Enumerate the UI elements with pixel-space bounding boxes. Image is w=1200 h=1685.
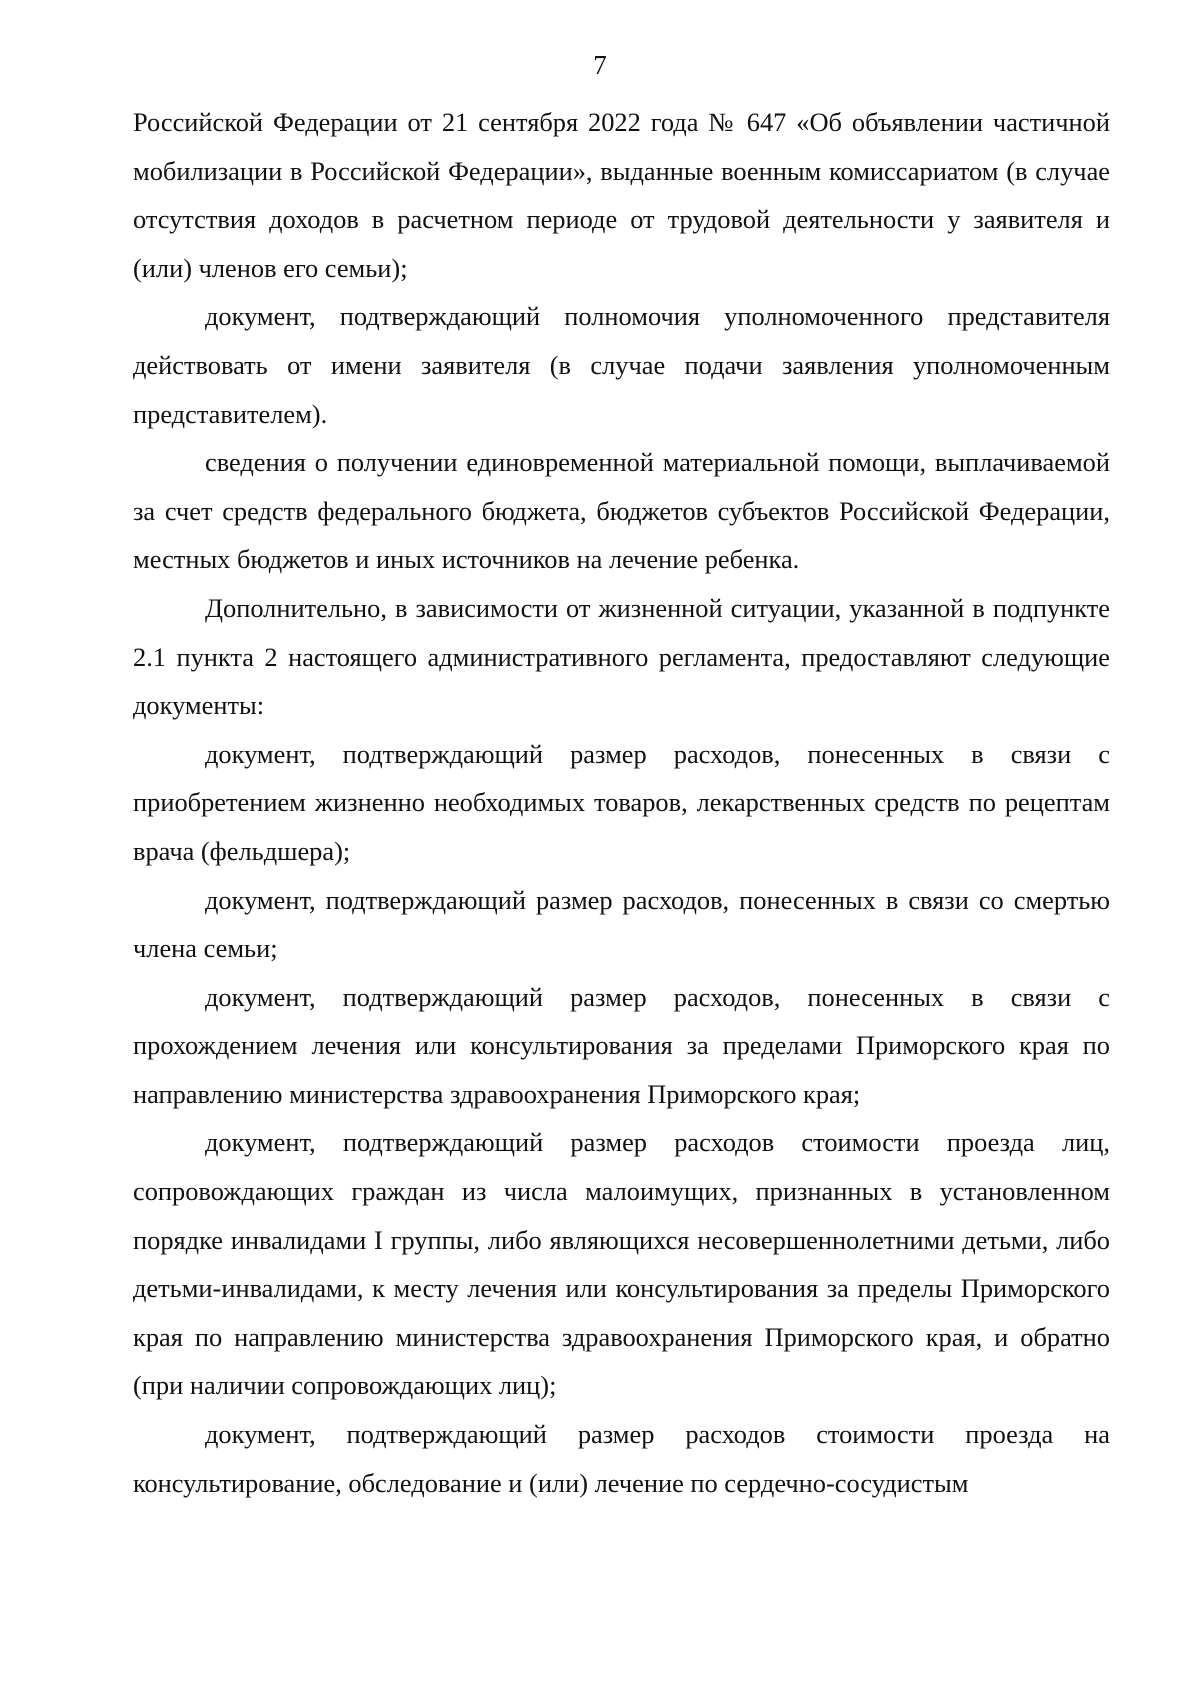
paragraph-treatment-expenses: документ, подтверждающий размер расходов, понесенных в связи с прохождением лечения или консультирования за пределами Приморского края по направлению министерства здравоохранения Приморского края; xyxy=(133,981,1110,1109)
page-number: 7 xyxy=(593,50,607,80)
paragraph-escort-travel-expenses: документ, подтверждающий размер расходов стоимости проезда лиц, сопровождающих граждан из числа малоимущих, признанных в установленном порядке инвалидами I группы, либо являющихся несовершеннолетними детьми, либо детьми-инвалидами, к месту лечения или консультирования за пределы Приморского края по направлению министерства здравоохранения Приморского края, и обратно (при наличии сопровождающих лиц); xyxy=(133,1127,1110,1401)
paragraph-mobilization-continuation: Российской Федерации от 21 сентября 2022 года № 647 «Об объявлении частичной мобилизации в Российской Федерации», выданные военным комиссариатом (в случае отсутствия доходов в расчетном периоде от трудовой деятельности у заявителя и (или) членов его семьи); xyxy=(133,107,1110,283)
document-body xyxy=(133,98,1110,1507)
paragraph-cardio-travel-expenses: документ, подтверждающий размер расходов стоимости проезда на консультирование, обследование и (или) лечение по сердечно-сосудистым xyxy=(133,1419,1110,1498)
paragraph-death-expenses: документ, подтверждающий размер расходов, понесенных в связи со смертью члена семьи; xyxy=(133,884,1110,964)
paragraph-goods-expenses: документ, подтверждающий размер расходов, понесенных в связи с приобретением жизненно необходимых товаров, лекарственных средств по рецептам врача (фельдшера); xyxy=(133,738,1110,866)
paragraph-additional-documents: Дополнительно, в зависимости от жизненной ситуации, указанной в подпункте 2.1 пункта 2 настоящего административного регламента, предоставляют следующие документы: xyxy=(133,592,1110,721)
paragraph-material-aid-info: сведения о получении единовременной материальной помощи, выплачиваемой за счет средств федерального бюджета, бюджетов субъектов Российской Федерации, местных бюджетов и иных источников на лечение ребенка. xyxy=(133,447,1110,575)
paragraph-representative-authority: документ, подтверждающий полномочия уполномоченного представителя действовать от имени заявителя (в случае подачи заявления уполномоченным представителем). xyxy=(133,301,1110,429)
